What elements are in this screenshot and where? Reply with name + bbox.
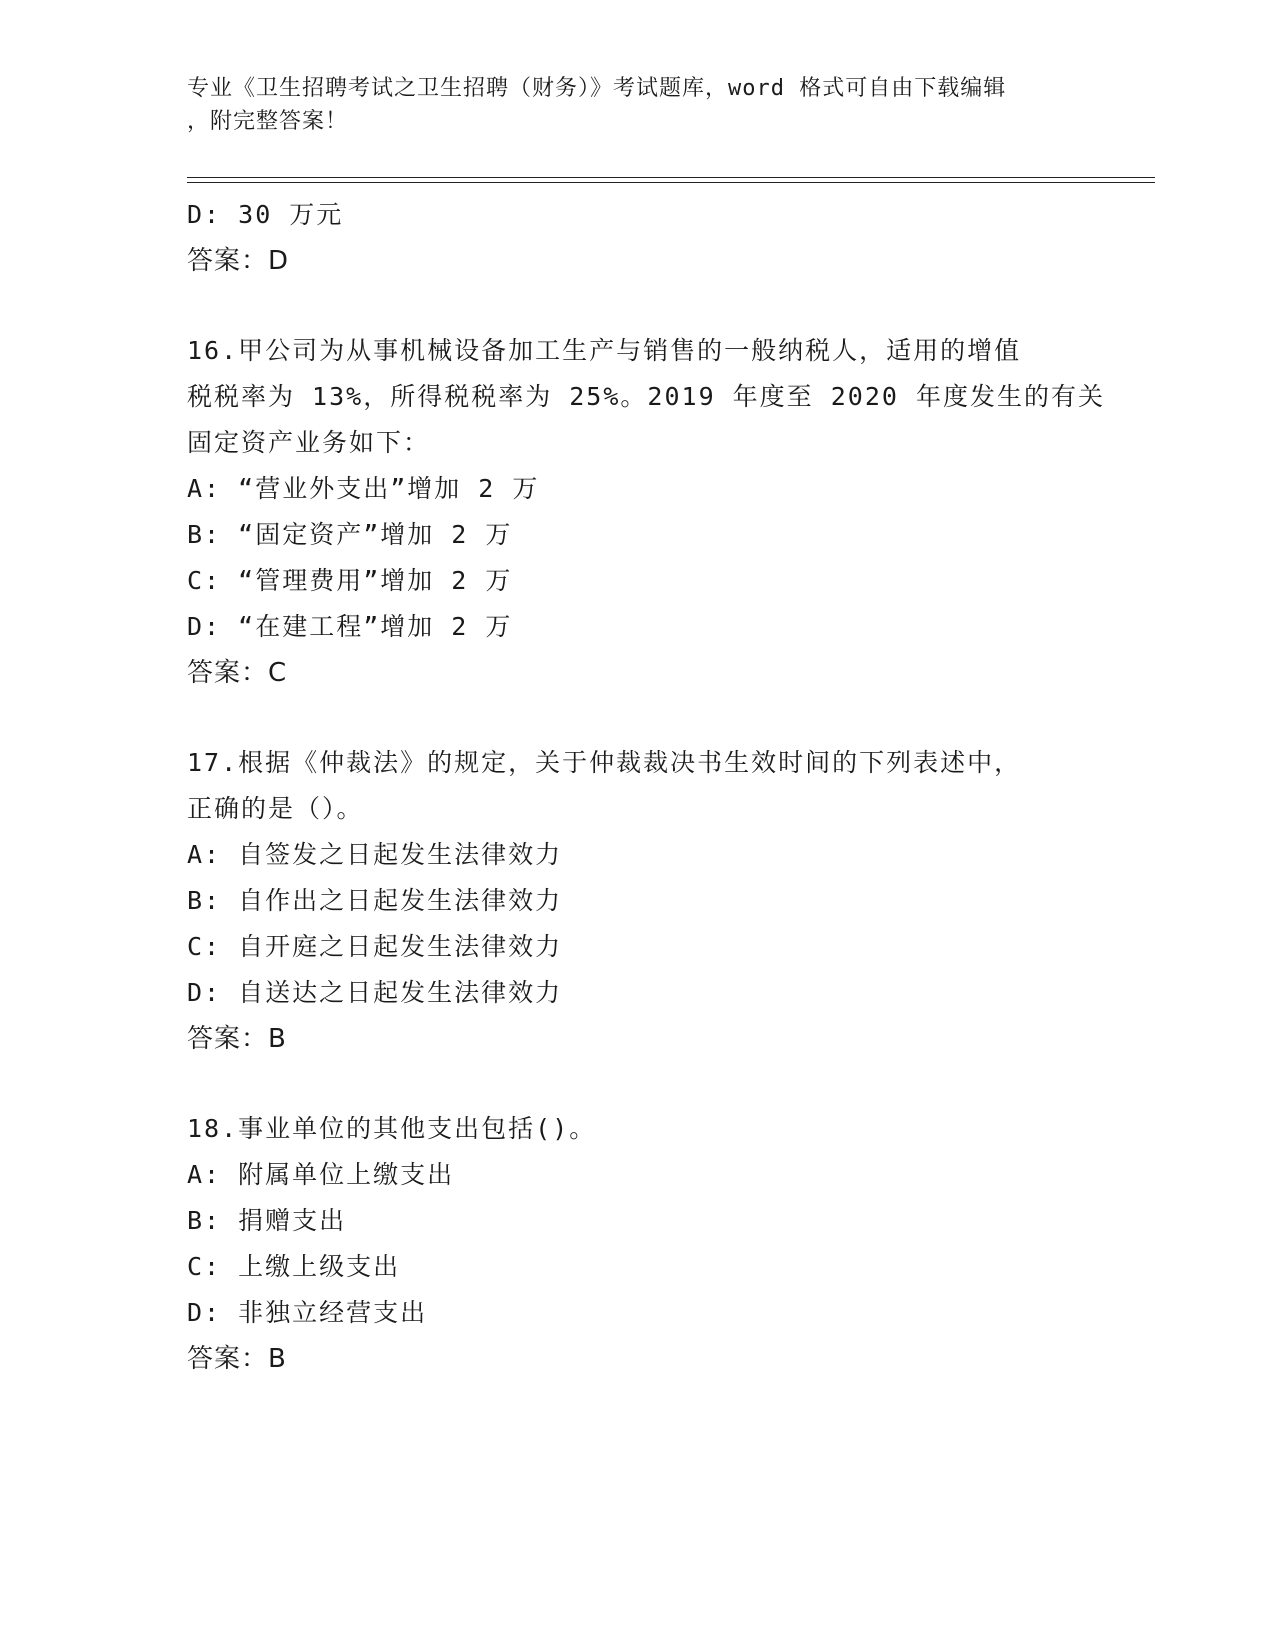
question-text <box>187 1106 1087 1152</box>
option-a: A: 附属单位上缴支出 <box>187 1160 455 1189</box>
header-line-1: 专业《卫生招聘考试之卫生招聘（财务）》考试题库，word 格式可自由下载编辑 <box>187 76 1007 101</box>
question-text-line: 税税率为 13%，所得税税率为 25%。2019 年度至 2020 年度发生的有关 <box>187 382 1105 411</box>
answer-label: 答案：C <box>187 658 288 688</box>
question-18 <box>187 1106 1087 1382</box>
question-text-line: 正确的是（）。 <box>187 794 364 823</box>
question-text-line: 16.甲公司为从事机械设备加工生产与销售的一般纳税人，适用的增值 <box>187 336 1022 365</box>
option-b: B: 捐赠支出 <box>187 1206 347 1235</box>
option-c: C: “管理费用”增加 2 万 <box>187 566 513 595</box>
question-17 <box>187 740 1087 1062</box>
option-d: D: 30 万元 <box>187 200 344 229</box>
option-d: D: 非独立经营支出 <box>187 1298 428 1327</box>
option-a: A: “营业外支出”增加 2 万 <box>187 474 540 503</box>
option-d: D: “在建工程”增加 2 万 <box>187 612 513 641</box>
question-text-line: 17.根据《仲裁法》的规定，关于仲裁裁决书生效时间的下列表述中， <box>187 748 1022 777</box>
question-list <box>187 192 1105 1382</box>
question-text <box>187 328 1105 466</box>
question-text-line: 18.事业单位的其他支出包括()。 <box>187 1114 597 1143</box>
option-b: B: “固定资产”增加 2 万 <box>187 520 513 549</box>
option-c: C: 自开庭之日起发生法律效力 <box>187 932 563 961</box>
option-a: A: 自签发之日起发生法律效力 <box>187 840 563 869</box>
header-line-2: ，附完整答案！ <box>187 109 349 134</box>
answer-label: 答案：B <box>187 1344 287 1374</box>
header-divider-bottom <box>187 182 1155 183</box>
question-16 <box>187 328 1105 696</box>
question-15 <box>187 192 1087 284</box>
question-text-line: 固定资产业务如下： <box>187 428 431 457</box>
header-divider-top <box>187 177 1155 178</box>
answer-label: 答案：D <box>187 246 290 276</box>
answer-label: 答案：B <box>187 1024 287 1054</box>
option-b: B: 自作出之日起发生法律效力 <box>187 886 563 915</box>
question-text <box>187 740 1087 832</box>
option-d: D: 自送达之日起发生法律效力 <box>187 978 563 1007</box>
option-c: C: 上缴上级支出 <box>187 1252 401 1281</box>
page-header <box>187 72 1087 138</box>
